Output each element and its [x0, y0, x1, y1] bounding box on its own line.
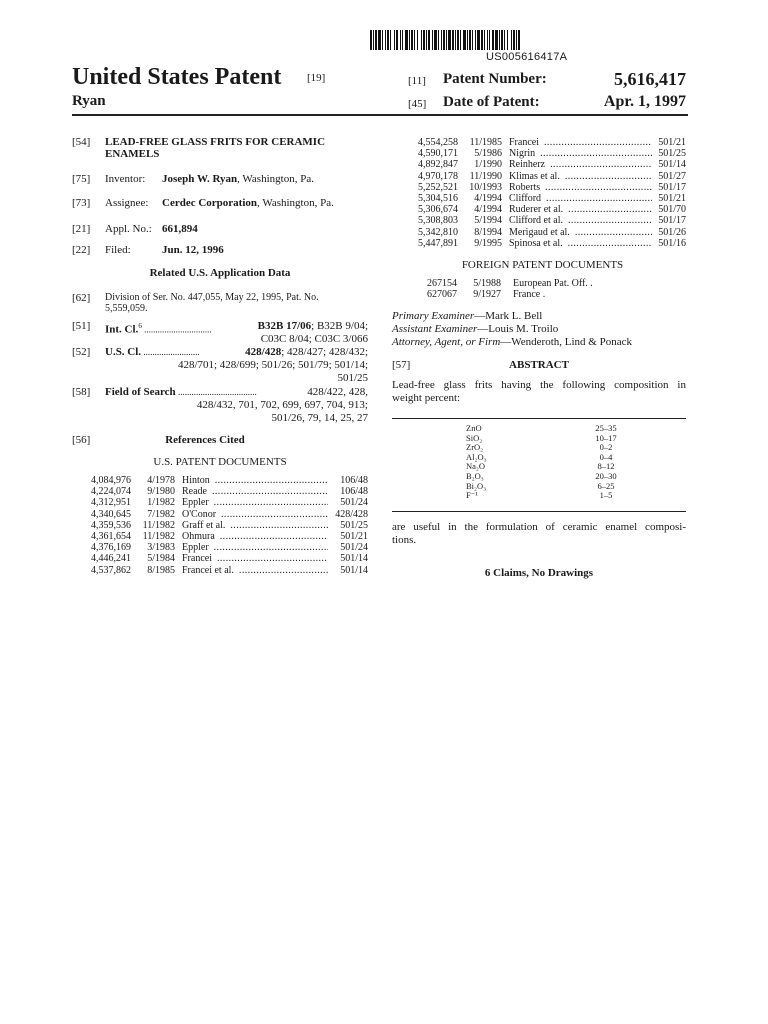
composition-row	[466, 482, 666, 492]
title-code: [19]	[307, 72, 326, 84]
abstract-outro-line1: are useful in the formulation of ceramic enamel composi-	[392, 521, 686, 533]
ref-date: 5/1994	[474, 215, 502, 227]
field-label: Field of Search	[105, 386, 176, 398]
uscl-dots: .........................	[141, 347, 200, 357]
reference-row	[399, 148, 686, 159]
ref-class: 501/21	[340, 530, 368, 542]
document-title: United States Patent	[72, 64, 282, 90]
ref-date: 11/1985	[469, 137, 502, 148]
related-data-heading: Related U.S. Application Data	[149, 267, 291, 279]
assignee-field	[162, 197, 334, 210]
oxide-formula: Bi₂O₃	[466, 480, 487, 491]
foreign-office: France .	[513, 289, 546, 301]
primary-examiner-label: Primary Examiner	[392, 310, 475, 322]
field-rest1: 428/422, 428,	[307, 386, 368, 398]
ref-date: 4/1994	[474, 192, 502, 204]
composition-row	[466, 491, 666, 501]
attorney-name: —Wenderoth, Lind & Ponack	[500, 336, 632, 348]
ref-date: 9/1980	[147, 486, 175, 498]
attorney	[392, 336, 632, 349]
ref-class: 501/17	[658, 215, 686, 227]
ref-inventor: Clifford et al. .....	[509, 215, 652, 226]
weight-range: 0–4	[599, 451, 613, 462]
ref-inventor: Eppler .....	[182, 542, 328, 553]
ref-date: 1/1982	[147, 497, 175, 509]
inventor-code: [75]	[72, 173, 91, 185]
reference-row	[399, 137, 686, 148]
intcl-line2: C03C 8/04; C03C 3/066	[260, 333, 368, 345]
ref-inventor: Merigaud et al. .....	[509, 227, 652, 238]
weight-range: 8–12	[597, 461, 615, 472]
intcl-rest1: ; B32B 9/04;	[311, 320, 368, 332]
abstract-outro-line2: tions.	[392, 534, 417, 546]
ref-patent-number: 4,084,976	[91, 475, 131, 486]
ref-date: 11/1982	[142, 519, 175, 531]
patent-date: Apr. 1, 1997	[603, 93, 686, 110]
ref-date: 11/1990	[469, 170, 502, 182]
ref-patent-number: 4,224,074	[91, 486, 131, 498]
ref-patent-number: 4,312,951	[91, 497, 131, 509]
intcl-edition: 6	[138, 322, 142, 330]
ref-inventor: Graff et al. .....	[182, 520, 328, 531]
ref-date: 8/1994	[474, 226, 502, 238]
reference-row	[72, 497, 368, 508]
us-patent-documents-heading: U.S. PATENT DOCUMENTS	[153, 456, 287, 468]
ref-inventor: Ohmura .....	[182, 531, 328, 542]
ref-class: 501/14	[340, 564, 368, 576]
division-line1: Division of Ser. No. 447,055, May 22, 1995, Pat. No.	[105, 292, 319, 303]
weight-range: 25–35	[595, 423, 617, 433]
composition-row	[466, 424, 666, 434]
foreign-number: 267154	[427, 278, 457, 289]
composition-row	[466, 453, 666, 463]
ref-date: 10/1993	[469, 181, 502, 193]
primary-examiner	[392, 310, 542, 323]
patent-number-code: [11]	[408, 75, 426, 87]
ref-class: 501/25	[658, 148, 686, 160]
field-line1	[105, 386, 368, 399]
oxide-formula: Al₂O₃	[466, 451, 487, 462]
field-line2: 428/432, 701, 702, 699, 697, 704, 913;	[196, 399, 368, 411]
ref-patent-number: 4,361,654	[91, 530, 131, 542]
composition-table	[466, 424, 666, 501]
ref-class: 501/21	[658, 192, 686, 204]
weight-range: 20–30	[595, 470, 617, 481]
filed-date: Jun. 12, 1996	[162, 244, 224, 256]
invention-title-line1: LEAD-FREE GLASS FRITS FOR CERAMIC	[105, 136, 326, 148]
ref-class: 428/428	[335, 508, 368, 520]
reference-row	[72, 553, 368, 564]
ref-inventor: Francei .....	[509, 137, 652, 148]
reference-row	[399, 182, 686, 193]
division-code: [62]	[72, 292, 91, 304]
ref-patent-number: 4,446,241	[91, 553, 131, 565]
field-dots: ...................................	[175, 387, 257, 397]
ref-patent-number: 4,590,171	[418, 148, 458, 160]
composition-bottom-rule	[392, 511, 686, 512]
inventor-field	[162, 173, 314, 186]
reference-row	[72, 531, 368, 542]
ref-inventor: Francei .....	[182, 553, 328, 564]
date-label: Date of Patent:	[443, 94, 540, 110]
foreign-row	[399, 289, 686, 300]
ref-class: 501/14	[340, 553, 368, 565]
ref-date: 7/1982	[147, 508, 175, 520]
uscl-line3: 501/25	[337, 372, 368, 384]
ref-class: 106/48	[340, 486, 368, 498]
reference-row	[72, 520, 368, 531]
ref-patent-number: 4,359,536	[91, 519, 131, 531]
ref-patent-number: 5,304,516	[418, 192, 458, 204]
composition-row	[466, 472, 666, 482]
ref-patent-number: 4,970,178	[418, 170, 458, 182]
field-code: [58]	[72, 386, 91, 398]
reference-row	[72, 565, 368, 576]
ref-inventor: Nigrin .....	[509, 148, 652, 159]
uscl-label: U.S. Cl.	[105, 346, 142, 358]
ref-patent-number: 5,447,891	[418, 237, 458, 249]
abstract-intro-line1: Lead-free glass frits having the following composition in	[392, 379, 686, 391]
primary-examiner-name: —Mark L. Bell	[474, 310, 543, 322]
reference-row	[72, 509, 368, 520]
ref-inventor: Clifford .....	[509, 193, 652, 204]
foreign-references	[399, 278, 686, 300]
uscl-line2: 428/701; 428/699; 501/26; 501/79; 501/14;	[177, 359, 368, 371]
ref-date: 1/1990	[474, 159, 502, 171]
ref-class: 501/27	[658, 170, 686, 182]
foreign-date: 5/1988	[473, 278, 501, 289]
attorney-label: Attorney, Agent, or Firm	[392, 336, 501, 348]
weight-range: 10–17	[595, 432, 617, 443]
ref-class: 501/25	[340, 519, 368, 531]
oxide-formula: Na₂O	[466, 461, 486, 472]
inventor-name: Joseph W. Ryan	[162, 173, 238, 185]
filed-label: Filed:	[105, 244, 131, 256]
assistant-examiner-label: Assistant Examiner	[392, 323, 478, 335]
weight-range: 0–2	[599, 442, 613, 453]
ref-patent-number: 5,308,803	[418, 215, 458, 227]
uscl-line1	[105, 346, 368, 359]
ref-inventor: Ruderer et al. .....	[509, 204, 652, 215]
assignee-location: , Washington, Pa.	[257, 197, 334, 209]
assistant-examiner	[392, 323, 558, 336]
intcl-main: B32B 17/06	[257, 320, 312, 332]
uscl-rest1: ; 428/427; 428/432;	[281, 346, 368, 358]
ref-class: 501/21	[658, 137, 686, 148]
ref-date: 11/1982	[142, 530, 175, 542]
uscl-main: 428/428	[245, 346, 282, 358]
foreign-date: 9/1927	[473, 289, 501, 301]
ref-class: 501/24	[340, 542, 368, 554]
abstract-code: [57]	[392, 359, 411, 371]
reference-row	[72, 542, 368, 553]
us-references-left	[72, 475, 368, 576]
ref-patent-number: 4,892,847	[418, 159, 458, 171]
division-line2: 5,559,059.	[105, 303, 148, 314]
weight-range: 1–5	[599, 490, 613, 501]
ref-class: 106/48	[340, 475, 368, 486]
title-code-54: [54]	[72, 136, 91, 148]
ref-class: 501/16	[658, 237, 686, 249]
intcl-code: [51]	[72, 320, 91, 332]
ref-inventor: Klimas et al. .....	[509, 171, 652, 182]
ref-inventor: Eppler .....	[182, 497, 328, 508]
intcl-dots: ..............................	[141, 324, 212, 335]
filed-code: [22]	[72, 244, 91, 256]
reference-row	[399, 215, 686, 226]
oxide-formula: B₂O₃	[466, 470, 484, 481]
references-cited-heading: References Cited	[165, 434, 245, 446]
header-rule	[72, 114, 688, 116]
weight-range: 6–25	[597, 480, 615, 491]
foreign-number: 627067	[427, 289, 457, 301]
ref-patent-number: 4,376,169	[91, 542, 131, 554]
barcode	[370, 30, 686, 50]
reference-row	[399, 171, 686, 182]
ref-inventor: Francei et al. .....	[182, 565, 328, 576]
appl-code: [21]	[72, 223, 91, 235]
ref-inventor: Hinton .....	[182, 475, 328, 486]
abstract-intro-line2: weight percent:	[392, 392, 461, 404]
assignee-label: Assignee:	[105, 197, 149, 209]
ref-date: 4/1994	[474, 204, 502, 216]
ref-inventor: Reade .....	[182, 486, 328, 497]
composition-top-rule	[392, 418, 686, 419]
ref-date: 5/1984	[147, 553, 175, 565]
assistant-examiner-name: —Louis M. Troilo	[477, 323, 559, 335]
inventor-surname: Ryan	[72, 93, 106, 109]
ref-inventor: Roberts .....	[509, 182, 652, 193]
inventor-label: Inventor:	[105, 173, 146, 185]
oxide-formula: ZrO₂	[466, 442, 484, 453]
oxide-formula: F⁻¹	[466, 490, 478, 501]
ref-date: 5/1986	[474, 148, 502, 160]
inventor-location: , Washington, Pa.	[237, 173, 314, 185]
ref-patent-number: 5,252,521	[418, 181, 458, 193]
composition-row	[466, 434, 666, 444]
oxide-formula: ZnO	[466, 423, 482, 433]
ref-patent-number: 5,306,674	[418, 204, 458, 216]
reference-row	[399, 238, 686, 249]
barcode-number: US005616417A	[486, 51, 568, 63]
invention-title-line2: ENAMELS	[105, 148, 160, 160]
us-references-right	[399, 137, 686, 249]
ref-class: 501/17	[658, 181, 686, 193]
ref-patent-number: 4,537,862	[91, 564, 131, 576]
ref-patent-number: 5,342,810	[418, 226, 458, 238]
field-line3: 501/26, 79, 14, 25, 27	[271, 412, 368, 424]
appl-number: 661,894	[162, 223, 198, 235]
ref-date: 3/1983	[147, 542, 175, 554]
intcl-label: Int. Cl.	[105, 323, 139, 336]
reference-row	[399, 193, 686, 204]
patent-number: 5,616,417	[614, 69, 686, 89]
ref-inventor: Spinosa et al. .....	[509, 238, 652, 249]
ref-class: 501/24	[340, 497, 368, 509]
ref-class: 501/70	[658, 204, 686, 216]
uscl-code: [52]	[72, 346, 91, 358]
reference-row	[399, 227, 686, 238]
reference-row	[72, 475, 368, 486]
ref-date: 9/1995	[474, 237, 502, 249]
ref-date: 4/1978	[147, 475, 175, 486]
ref-class: 501/14	[658, 159, 686, 171]
date-code: [45]	[408, 98, 427, 110]
composition-row	[466, 443, 666, 453]
foreign-docs-heading: FOREIGN PATENT DOCUMENTS	[461, 259, 624, 271]
ref-inventor: Reinherz .....	[509, 159, 652, 170]
appl-label: Appl. No.:	[105, 223, 152, 235]
reference-row	[72, 486, 368, 497]
ref-patent-number: 4,554,258	[418, 137, 458, 148]
abstract-heading: ABSTRACT	[509, 359, 569, 371]
reference-row	[399, 204, 686, 215]
assignee-code: [73]	[72, 197, 91, 209]
ref-patent-number: 4,340,645	[91, 508, 131, 520]
oxide-formula: SiO₂	[466, 432, 483, 443]
composition-row	[466, 462, 666, 472]
ref-inventor: O'Conor .....	[182, 509, 328, 520]
reference-row	[399, 159, 686, 170]
assignee-name: Cerdec Corporation	[162, 197, 258, 209]
ref-class: 501/26	[658, 226, 686, 238]
foreign-office: European Pat. Off. .	[513, 278, 593, 289]
claims-summary: 6 Claims, No Drawings	[484, 567, 594, 579]
ref-date: 8/1985	[147, 564, 175, 576]
patent-number-label: Patent Number:	[443, 71, 547, 87]
refs-code: [56]	[72, 434, 91, 446]
foreign-row	[399, 278, 686, 289]
